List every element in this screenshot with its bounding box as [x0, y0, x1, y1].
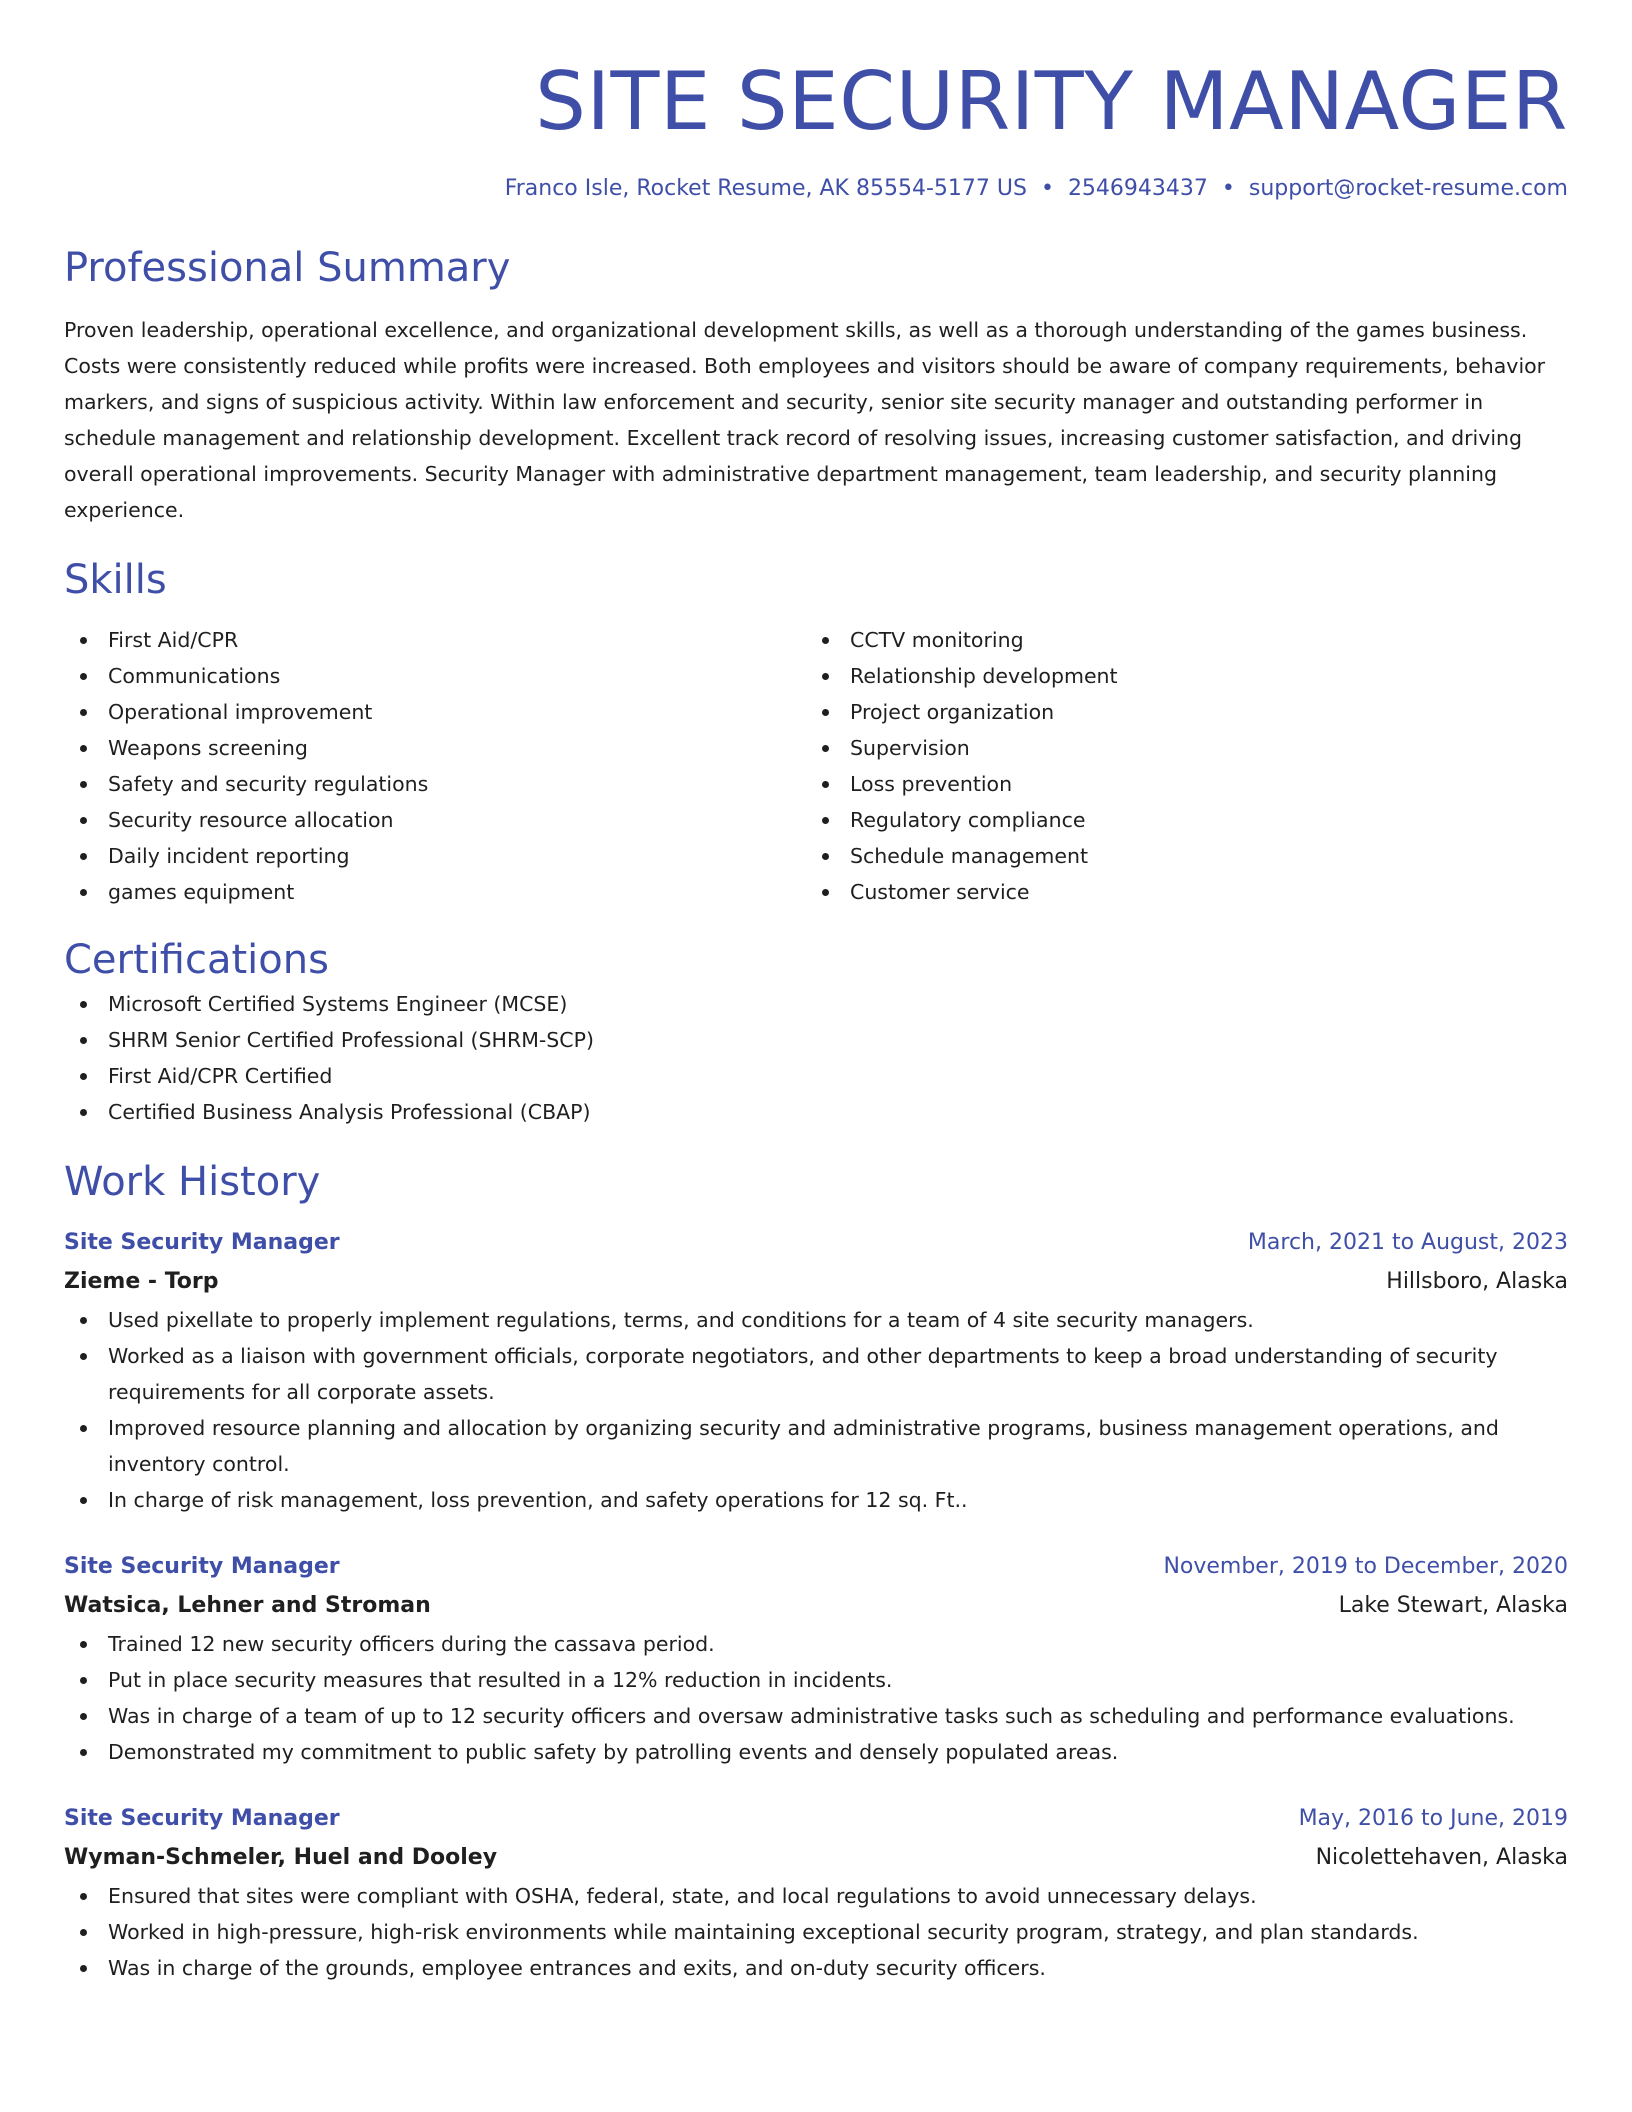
contact-phone: 2546943437	[1067, 176, 1208, 201]
skill-item: Communications	[64, 658, 806, 694]
contact-separator: •	[1221, 176, 1235, 201]
skills-grid	[64, 622, 1568, 910]
job-company-row	[64, 1838, 1568, 1878]
job-title: Site Security Manager	[64, 1554, 340, 1579]
skill-item: Project organization	[806, 694, 1548, 730]
job-title: Site Security Manager	[64, 1230, 340, 1255]
job-bullets	[64, 1302, 1568, 1518]
skills-list-left	[64, 622, 806, 910]
job-entry	[64, 1224, 1568, 1518]
job-company: Wyman-Schmeler, Huel and Dooley	[64, 1845, 498, 1870]
job-bullet: In charge of risk management, loss prevention, and safety operations for 12 sq. Ft..	[64, 1482, 1568, 1518]
job-bullet: Ensured that sites were compliant with OSHA, federal, state, and local regulations to avoid unnecessary delays.	[64, 1878, 1568, 1914]
job-header-row	[64, 1800, 1568, 1838]
contact-line	[64, 174, 1568, 204]
job-bullet: Trained 12 new security officers during the cassava period.	[64, 1626, 1568, 1662]
job-bullet: Demonstrated my commitment to public safety by patrolling events and densely populated areas.	[64, 1734, 1568, 1770]
skill-item: games equipment	[64, 874, 806, 910]
contact-email[interactable]: support@rocket-resume.com	[1248, 176, 1568, 201]
job-bullet: Put in place security measures that resulted in a 12% reduction in incidents.	[64, 1662, 1568, 1698]
skill-item: Daily incident reporting	[64, 838, 806, 874]
contact-separator: •	[1040, 176, 1054, 201]
job-company: Watsica, Lehner and Stroman	[64, 1593, 431, 1618]
skill-item: Supervision	[806, 730, 1548, 766]
section-title: Certifications	[64, 937, 329, 983]
certification-item: Microsoft Certified Systems Engineer (MCSE)	[64, 986, 1568, 1022]
job-dates: November, 2019 to December, 2020	[1163, 1554, 1568, 1579]
skill-item: Regulatory compliance	[806, 802, 1548, 838]
skills-section	[64, 554, 1568, 910]
job-bullet: Worked as a liaison with government officials, corporate negotiators, and other departments to keep a broad understanding of security requirements for all corporate assets.	[64, 1338, 1568, 1410]
job-bullets	[64, 1878, 1568, 1986]
skills-list-right	[806, 622, 1548, 910]
section-title: Work History	[64, 1159, 321, 1205]
job-bullet: Used pixellate to properly implement regulations, terms, and conditions for a team of 4 site security managers.	[64, 1302, 1568, 1338]
certification-item: First Aid/CPR Certified	[64, 1058, 1568, 1094]
job-bullet: Worked in high-pressure, high-risk environments while maintaining exceptional security program, strategy, and plan standards.	[64, 1914, 1568, 1950]
job-location: Lake Stewart, Alaska	[1338, 1593, 1568, 1618]
job-title: Site Security Manager	[64, 1806, 340, 1831]
job-company: Zieme - Torp	[64, 1269, 219, 1294]
certification-item: SHRM Senior Certified Professional (SHRM-SCP)	[64, 1022, 1568, 1058]
job-location: Nicolettehaven, Alaska	[1315, 1845, 1568, 1870]
job-bullets	[64, 1626, 1568, 1770]
work-history-section	[64, 1156, 1568, 1986]
job-location: Hillsboro, Alaska	[1386, 1269, 1568, 1294]
skill-item: Relationship development	[806, 658, 1548, 694]
job-company-row	[64, 1586, 1568, 1626]
job-dates: March, 2021 to August, 2023	[1247, 1230, 1568, 1255]
skill-item: Weapons screening	[64, 730, 806, 766]
certifications-list	[64, 986, 1568, 1130]
skill-item: Schedule management	[806, 838, 1548, 874]
job-title-heading: SITE SECURITY MANAGER	[535, 55, 1568, 148]
section-title: Skills	[64, 557, 167, 603]
job-header-row	[64, 1548, 1568, 1586]
section-title: Professional Summary	[64, 245, 511, 291]
job-dates: May, 2016 to June, 2019	[1298, 1806, 1568, 1831]
skill-item: Security resource allocation	[64, 802, 806, 838]
skill-item: Customer service	[806, 874, 1548, 910]
job-company-row	[64, 1262, 1568, 1302]
resume-header	[64, 52, 1568, 204]
job-entry	[64, 1548, 1568, 1770]
job-bullet: Was in charge of the grounds, employee entrances and exits, and on-duty security officers.	[64, 1950, 1568, 1986]
skill-item: CCTV monitoring	[806, 622, 1548, 658]
job-bullet: Was in charge of a team of up to 12 security officers and oversaw administrative tasks such as scheduling and performance evaluations.	[64, 1698, 1568, 1734]
skill-item: Operational improvement	[64, 694, 806, 730]
summary-section	[64, 242, 1568, 528]
job-entry	[64, 1800, 1568, 1986]
job-bullet: Improved resource planning and allocation by organizing security and administrative programs, business management operations, and inventory control.	[64, 1410, 1568, 1482]
contact-address: Franco Isle, Rocket Resume, AK 85554-5177 US	[504, 176, 1027, 201]
certifications-section	[64, 934, 1568, 1130]
summary-paragraph: Proven leadership, operational excellence, and organizational development skills, as well as a thorough understanding of the games business. Costs were consistently reduced while profits were increased. Both employees and visitors should be aware of company requirements, behavior markers, and signs of suspicious activity. Within law enforcement and security, senior site security manager and outstanding performer in schedule management and relationship development. Excellent track record of resolving issues, increasing customer satisfaction, and driving overall operational improvements. Security Manager with administrative department management, team leadership, and security planning experience.	[64, 318, 1546, 522]
skill-item: First Aid/CPR	[64, 622, 806, 658]
job-header-row	[64, 1224, 1568, 1262]
skill-item: Safety and security regulations	[64, 766, 806, 802]
certification-item: Certified Business Analysis Professional (CBAP)	[64, 1094, 1568, 1130]
skill-item: Loss prevention	[806, 766, 1548, 802]
